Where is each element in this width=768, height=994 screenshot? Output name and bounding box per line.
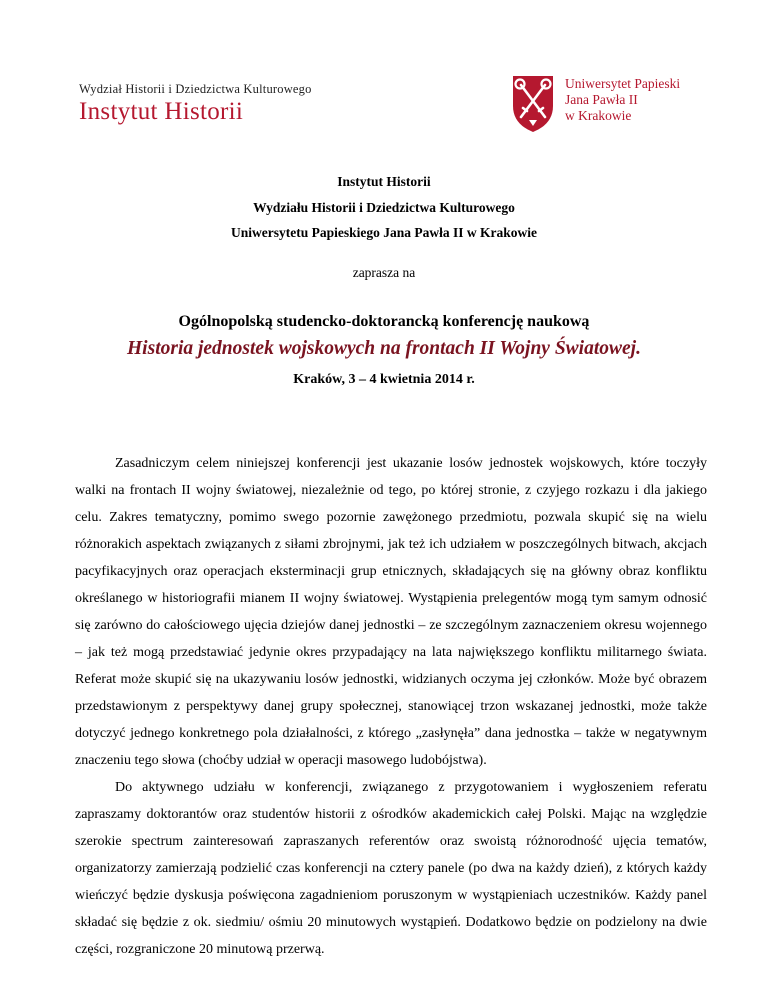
invite-text: zaprasza na [352, 265, 416, 280]
body-paragraph-2: Do aktywnego udziału w konferencji, związanego z przygotowaniem i wygłoszeniem referatu zapraszamy doktorantów oraz studentów historii z ośrodków akademickich całej Polski. Mając na względzie szerokie spectrum zainteresowań zapraszanych referentów oraz swoistą różnorodność ujęcia tematów, organizatorzy zamierzają podzielić czas konferencji na cztery panele (po dwa na każdy dzień), z których każdy wieńczyć będzie dyskusja poświęcona zagadnieniom poruszonym w wystąpieniach uczestników. Każdy panel składać się będzie z ok. siedmiu/ ośmiu 20 minutowych wystąpień. Dodatkowo będzie on podzielony na dwie części, rozgraniczone 20 minutową przerwą. [75, 780, 707, 957]
organizer-line2: Wydziału Historii i Dziedzictwa Kulturowego [253, 200, 515, 215]
university-name [565, 76, 680, 124]
document-body [75, 450, 707, 963]
organizer-line1: Instytut Historii [337, 174, 431, 189]
university-name-line1: Uniwersytet Papieski [565, 76, 681, 91]
body-paragraph-1: Zasadniczym celem niniejszej konferencji jest ukazanie losów jednostek wojskowych, które toczyły walki na frontach II wojny światowej, niezależnie od tego, po której stronie, z czyjego rozkazu i dla jakiego celu. Zakres tematyczny, pomimo swego pozornie zawężonego przedmiotu, pozwala skupić się na wielu różnorakich aspektach związanych z siłami zbrojnymi, jak też ich udziałem w poszczególnych bitwach, akcjach pacyfikacyjnych oraz operacjach eksterminacji grup etnicznych, składających się na główny obraz konfliktu określanego w historiografii mianem II wojny światowej. Wystąpienia prelegentów mogą tym samym odnosić się zarówno do całościowego ujęcia dziejów danej jednostki – ze szczególnym zaznaczeniem okresu wojennego – jak też mogą przedstawiać jedynie okres przypadający na lata największego konfliktu militarnego świata. Referat może skupić się na ukazywaniu losów jednostki, widzianych oczyma jej członków. Może być obrazem przedstawionym z perspektywy danej grupy społecznej, stanowiącej trzon wskazanej jednostki, może także dotyczyć jednego konkretnego pola działalności, z którego „zasłynęła” dana jednostka – także w negatywnym znaczeniu tego słowa (choćby udział w operacji masowego ludobójstwa). [75, 456, 707, 768]
logo-institute-title: Instytut Historii [79, 98, 244, 125]
conference-type: Ogólnopolską studencko-doktorancką konferencję naukową [178, 313, 590, 330]
university-logo [510, 72, 680, 134]
university-name-line2: Jana Pawła II [565, 92, 638, 107]
conference-title: Historia jednostek wojskowych na frontach II Wojny Światowej. [127, 338, 641, 359]
organizer-line3: Uniwersytetu Papieskiego Jana Pawła II w Krakowie [231, 225, 537, 240]
conference-date: Kraków, 3 – 4 kwietnia 2014 r. [293, 372, 475, 387]
institute-logo [79, 82, 312, 127]
logo-faculty-subtitle: Wydział Historii i Dziedzictwa Kulturowego [79, 82, 312, 96]
papal-keys-crest-icon [510, 72, 556, 134]
university-name-line3: w Krakowie [565, 108, 632, 123]
